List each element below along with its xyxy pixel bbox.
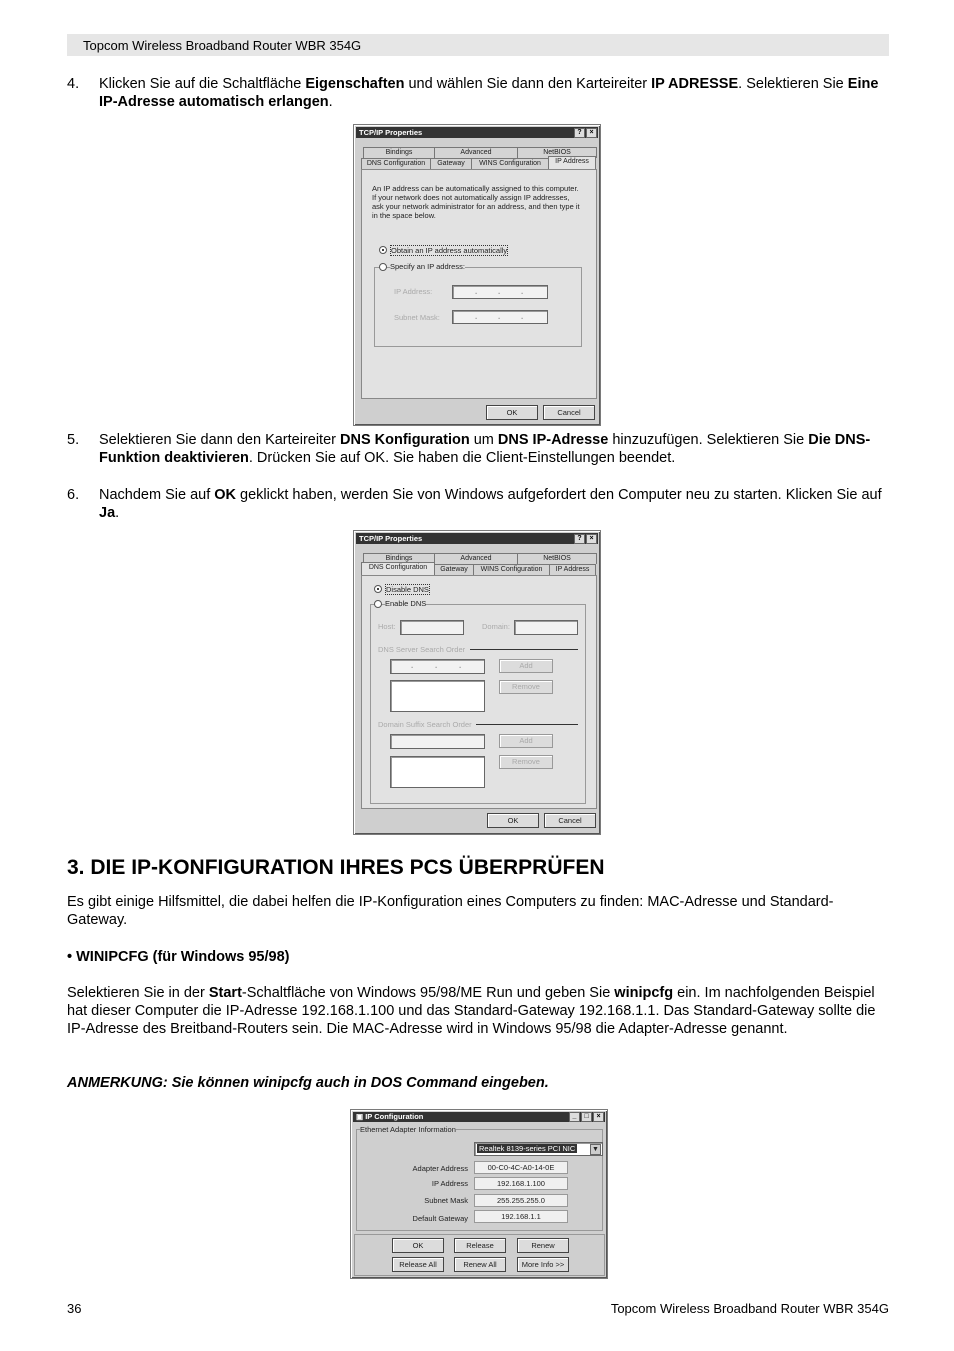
group-label: Ethernet Adapter Information — [360, 1125, 456, 1134]
label-adapter-address: Adapter Address — [412, 1164, 468, 1173]
step-5 — [67, 431, 889, 467]
emphasis: DNS IP-Adresse — [497, 432, 609, 448]
step-number: 4. — [67, 76, 80, 92]
tab-panel — [361, 169, 597, 399]
tab-bindings[interactable]: Bindings — [363, 147, 435, 158]
ok-button[interactable]: OK — [486, 405, 538, 420]
network-icon: ▣ — [356, 1112, 364, 1121]
label-disable-dns: Disable DNS — [386, 585, 429, 594]
text: Selektieren Sie dann den Karteireiter — [99, 432, 341, 448]
ok-button[interactable]: OK — [392, 1238, 444, 1253]
intro-paragraph: Es gibt einige Hilfsmittel, die dabei helfen die IP-Konfiguration eines Computers zu finden: MAC-Adresse und Standard-Gateway. — [67, 894, 834, 928]
body-paragraph — [67, 984, 889, 1038]
tab-netbios[interactable]: NetBIOS — [517, 553, 597, 564]
tab-gateway[interactable]: Gateway — [434, 564, 474, 575]
radio-specify-ip[interactable] — [379, 263, 387, 271]
label-ip-address: IP Address: — [394, 287, 433, 296]
emphasis: DNS Konfiguration — [340, 432, 470, 448]
label-ip-address: IP Address — [431, 1179, 468, 1188]
close-icon[interactable]: × — [593, 1112, 604, 1122]
more-info-button[interactable]: More Info >> — [517, 1257, 569, 1272]
radio-enable-dns[interactable] — [374, 600, 382, 608]
tab-dns-configuration[interactable]: DNS Configuration — [361, 562, 435, 575]
emphasis: IP ADRESSE — [651, 76, 739, 92]
remove-dns-button[interactable]: Remove — [499, 680, 553, 694]
step-6 — [67, 486, 889, 522]
cancel-button[interactable]: Cancel — [544, 813, 596, 828]
label-subnet-mask: Subnet Mask — [424, 1196, 468, 1205]
bullet-winipcfg: • WINIPCFG (für Windows 95/98) — [67, 949, 290, 965]
text: -Schaltfläche von Windows 95/98/ME Run und geben Sie — [241, 985, 615, 1001]
divider — [470, 649, 578, 650]
close-icon[interactable]: × — [586, 534, 597, 544]
tab-wins-configuration[interactable]: WINS Configuration — [473, 564, 550, 575]
emphasis: Start — [208, 985, 242, 1001]
emphasis: winipcfg — [614, 985, 674, 1001]
label-enable-dns: Enable DNS — [385, 599, 427, 608]
cancel-button[interactable]: Cancel — [543, 405, 595, 420]
emphasis: OK — [214, 487, 237, 503]
subnet-mask-value: 255.255.255.0 — [474, 1194, 568, 1207]
description-text: An IP address can be automatically assigned to this computer. If your network does not automatically assign IP addresses, ask your network administrator for an address, and then type it in the space below. — [372, 184, 580, 220]
tab-dns-configuration[interactable]: DNS Configuration — [361, 158, 431, 169]
dns-server-field[interactable]: . . . — [390, 659, 485, 674]
dialog-title: TCP/IP Properties — [359, 534, 423, 543]
tab-ip-address[interactable]: IP Address — [548, 156, 596, 169]
page-header — [67, 34, 889, 56]
remove-suffix-button[interactable]: Remove — [499, 755, 553, 769]
text: . Selektieren Sie — [738, 76, 848, 92]
label-default-gateway: Default Gateway — [412, 1214, 468, 1223]
radio-obtain-auto[interactable] — [379, 246, 387, 254]
dialog-titlebar — [356, 127, 598, 138]
label-dns-search-order: DNS Server Search Order — [378, 645, 466, 654]
help-icon[interactable]: ? — [574, 128, 585, 138]
ip-configuration-dialog — [350, 1109, 608, 1279]
label-obtain-auto: Obtain an IP address automatically — [391, 246, 508, 255]
tcpip-properties-dialog-ip — [353, 124, 601, 426]
text: Nachdem Sie auf — [99, 487, 215, 503]
tab-panel — [361, 575, 597, 809]
adapter-select[interactable] — [474, 1142, 603, 1156]
tab-bindings[interactable]: Bindings — [363, 553, 435, 564]
suffix-list[interactable] — [390, 756, 485, 788]
close-icon[interactable]: × — [586, 128, 597, 138]
add-dns-button[interactable]: Add — [499, 659, 553, 673]
label-domain: Domain: — [482, 622, 510, 631]
divider — [476, 724, 578, 725]
emphasis: Eine IP-Adresse automatisch erlangen — [99, 76, 879, 110]
dns-server-list[interactable] — [390, 680, 485, 712]
label-suffix-search-order: Domain Suffix Search Order — [378, 720, 472, 729]
add-suffix-button[interactable]: Add — [499, 734, 553, 748]
adapter-selected: Realtek 8139-series PCI NIC — [479, 1144, 576, 1153]
note: ANMERKUNG: Sie können winipcfg auch in DOS Command eingeben. — [67, 1075, 549, 1091]
tab-wins-configuration[interactable]: WINS Configuration — [471, 158, 549, 169]
subnet-mask-field[interactable]: . . . — [452, 310, 548, 324]
specify-group — [374, 267, 582, 347]
text: und wählen Sie dann den Karteireiter — [404, 76, 652, 92]
default-gateway-value: 192.168.1.1 — [474, 1210, 568, 1223]
dialog-title: TCP/IP Properties — [359, 128, 423, 137]
help-icon[interactable]: ? — [574, 534, 585, 544]
host-field[interactable] — [400, 620, 464, 635]
label-host: Host: — [378, 622, 396, 631]
dialog-titlebar — [353, 1112, 605, 1122]
step-number: 5. — [67, 432, 80, 448]
renew-all-button[interactable]: Renew All — [454, 1257, 506, 1272]
footer-title: Topcom Wireless Broadband Router WBR 354G — [610, 1301, 889, 1316]
text: hinzuzufügen. Selektieren Sie — [608, 432, 809, 448]
maximize-icon[interactable]: □ — [581, 1112, 592, 1122]
text: geklickt haben, werden Sie von Windows aufgefordert den Computer neu zu starten. Klicken Sie auf — [236, 487, 882, 503]
page-number: 36 — [67, 1301, 82, 1316]
text: um — [469, 432, 498, 448]
tab-gateway[interactable]: Gateway — [430, 158, 472, 169]
release-all-button[interactable]: Release All — [392, 1257, 444, 1272]
ip-address-field[interactable]: . . . — [452, 285, 548, 299]
tab-ip-address[interactable]: IP Address — [549, 564, 596, 575]
tab-advanced[interactable]: Advanced — [434, 147, 518, 158]
section-heading: 3. DIE IP-KONFIGURATION IHRES PCS ÜBERPRÜFEN — [67, 856, 605, 879]
emphasis: Die DNS-Funktion deaktivieren — [99, 432, 871, 466]
tab-netbios[interactable]: NetBIOS — [517, 147, 597, 158]
minimize-icon[interactable]: _ — [569, 1112, 580, 1122]
ip-address-value: 192.168.1.100 — [474, 1177, 568, 1190]
dialog-titlebar — [356, 533, 598, 544]
ok-button[interactable]: OK — [487, 813, 539, 828]
text: Klicken Sie auf die Schaltfläche — [99, 76, 306, 92]
text: . — [328, 94, 333, 110]
text: . Drücken Sie auf OK. Sie haben die Client-Einstellungen beendet. — [248, 450, 676, 466]
renew-button[interactable]: Renew — [517, 1238, 569, 1253]
release-button[interactable]: Release — [454, 1238, 506, 1253]
text: Selektieren Sie in der — [67, 985, 209, 1001]
radio-disable-dns[interactable] — [374, 585, 382, 593]
chevron-down-icon[interactable]: ▼ — [590, 1144, 601, 1155]
emphasis: Eigenschaften — [305, 76, 405, 92]
text: ein. Im nachfolgenden Beispiel hat dieser Computer die IP-Adresse 192.168.1.100 und das Standard-Gateway 192.168.1.1. Das Standard-Gateway sollte die IP-Adresse des Breitband-Routers sein. Die MAC-Adresse wird in Windows 95/98 die Adapter-Adresse genannt. — [67, 985, 876, 1037]
tab-advanced[interactable]: Advanced — [434, 553, 518, 564]
suffix-field[interactable] — [390, 734, 485, 749]
label-subnet-mask: Subnet Mask: — [394, 313, 440, 322]
domain-field[interactable] — [514, 620, 578, 635]
text: . — [115, 505, 120, 521]
dialog-title: IP Configuration — [365, 1112, 424, 1121]
adapter-address-value: 00-C0-4C-A0-14-0E — [474, 1161, 568, 1174]
label-specify-ip: Specify an IP address: — [390, 262, 465, 271]
header-title: Topcom Wireless Broadband Router WBR 354G — [83, 38, 362, 53]
emphasis: Ja — [99, 505, 116, 521]
step-number: 6. — [67, 487, 80, 503]
step-4 — [67, 75, 889, 111]
tcpip-properties-dialog-dns — [353, 530, 601, 835]
